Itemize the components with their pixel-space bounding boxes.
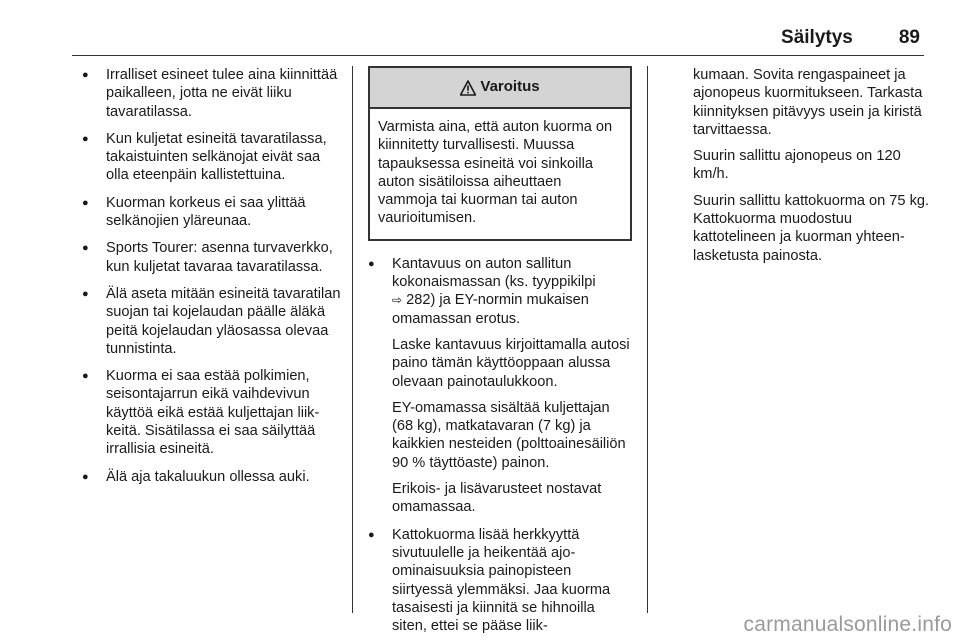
header-divider: [72, 55, 924, 56]
page-reference-arrow-icon: ⇨: [392, 293, 403, 308]
page-header: [781, 27, 920, 49]
sub-paragraph: EY-omamassa sisältää kuljettajan (68 kg), matkatavaran (7 kg) ja kaikkien nesteiden (polttoainesäiliön 90 % täyttöaste) painon.: [392, 399, 626, 471]
column-2: [368, 66, 632, 644]
paragraph: Suurin sallittu kattokuorma on 75 kg. Kattokuorma muodostuu kattotelineen ja kuorman yhteenlasketusta painosta.: [693, 192, 930, 264]
page-number: 89: [898, 27, 920, 48]
list-item: ● Kuorma ei saa estää polkimien, seisontajarrun eikä vaihdevivun käyttöä eikä estää kuljettajan liikkeitä. Sisätilassa ei saa säilyttää irrallisia esineitä.: [82, 367, 344, 458]
bullet-list: [368, 255, 632, 636]
watermark: carmanualsonline.info: [743, 613, 952, 636]
list-item: ● Irralliset esineet tulee aina kiinnittää paikalleen, jotta ne eivät liiku tavaratilassa.: [82, 66, 344, 121]
column-1: [82, 66, 344, 495]
sub-paragraph: Laske kantavuus kirjoittamalla autosi paino tämän käyttöoppaan alussa olevaan painotaulukkoon.: [392, 336, 630, 390]
warning-text: Varmista aina, että auton kuorma on kiinnitetty turvallisesti. Muussa tapauksessa esineitä voi sinkoilla auton sisätiloissa aiheuttaen vammoja tai kuorman tai auton vaurioitumisen.: [378, 119, 613, 227]
list-item: ● Kattokuorma lisää herkkyyttä sivutuulelle ja heikentää ajo-ominaisuuksia painopisteen siirtyessä ylemmäksi. Jaa kuorma tasaisesti ja kiinnitä se hihnoilla siten, ettei se pääse liik-: [368, 526, 632, 636]
paragraph: Suurin sallittu ajonopeus on 120 km/h.: [693, 148, 901, 183]
column-divider: [647, 66, 648, 613]
list-item: ● Kuorman korkeus ei saa ylittää selkänojien yläreunaa.: [82, 194, 344, 231]
warning-header: [370, 68, 630, 109]
warning-title: Varoitus: [480, 78, 540, 96]
sub-paragraph: Erikois- ja lisävarusteet nostavat omamassaa.: [392, 481, 602, 516]
list-item: ● Sports Tourer: asenna turvaverkko, kun kuljetat tavaraa tavaratilassa.: [82, 239, 344, 276]
text-fragment: Kantavuus on auton sallitun kokonaismassan (ks. tyyppikilpi: [392, 255, 596, 291]
paragraph: kumaan. Sovita rengaspaineet ja ajonopeus kuormitukseen. Tarkasta kiinnityksen pitävyys usein ja kiristä tarvittaessa.: [693, 67, 923, 138]
list-item: ● Älä aseta mitään esineitä tavaratilan suojan tai kojelaudan päälle äläkä peitä kojelaudan yläosassa olevaa tunnistinta.: [82, 285, 344, 358]
list-item: ● Älä aja takaluukun ollessa auki.: [82, 468, 344, 486]
bullet-list: [82, 66, 344, 486]
column-3: [693, 66, 933, 273]
warning-triangle-icon: [460, 80, 476, 96]
list-item-text: [392, 255, 632, 328]
column-divider: [352, 66, 353, 613]
warning-box: [368, 66, 632, 241]
text-fragment: 282) ja EY-normin mukaisen omamassan erotus.: [392, 292, 589, 327]
list-item: ● Kun kuljetat esineitä tavaratilassa, takaistuinten selkänojat eivät saa olla eteenpäin kallistettuina.: [82, 130, 344, 185]
section-title: Säilytys: [781, 27, 853, 48]
list-item: [368, 255, 632, 517]
